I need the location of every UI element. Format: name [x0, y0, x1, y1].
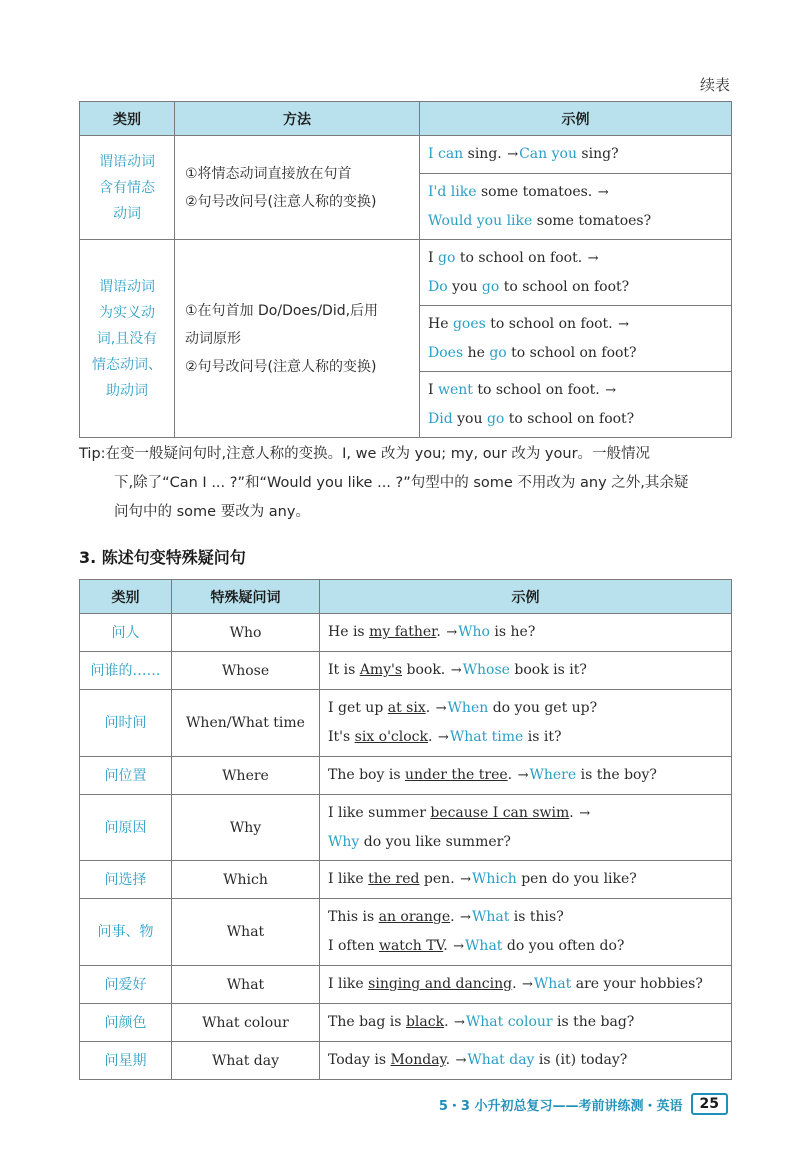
text-segment: some tomatoes. — [476, 184, 597, 200]
method-line: ②句号改问号(注意人称的变换) — [185, 193, 377, 210]
table-row — [80, 795, 732, 861]
arrow-icon: → — [435, 701, 447, 716]
example-cell — [320, 1042, 732, 1080]
text-segment: . — [507, 767, 517, 783]
question-word-cell: What — [172, 899, 320, 966]
example-cell — [420, 174, 732, 240]
text-segment: . — [450, 909, 460, 925]
category-cell: 问人 — [80, 614, 172, 652]
text-segment: I like — [328, 871, 369, 887]
table-row — [80, 1004, 732, 1042]
page-footer — [439, 1093, 728, 1115]
category-line: 助动词 — [106, 382, 148, 399]
example-line — [428, 244, 723, 273]
tip-line: 下,除了“Can I ... ?”和“Would you like ... ?”句型中的 some 不用改为 any 之外,其余疑 — [114, 475, 689, 491]
table-row — [80, 966, 732, 1004]
example-line — [328, 903, 723, 932]
text-segment: . — [512, 976, 522, 992]
text-segment: I get up — [328, 700, 388, 716]
text-segment: It is — [328, 662, 360, 678]
highlight-segment: What — [533, 976, 572, 992]
question-word-cell: Whose — [172, 652, 320, 690]
example-cell — [320, 757, 732, 795]
highlight-segment: go — [489, 345, 507, 361]
category-line: 谓语动词 — [99, 153, 155, 170]
arrow-icon: → — [450, 663, 462, 678]
text-segment: sing? — [576, 146, 619, 162]
arrow-icon: → — [460, 872, 472, 887]
arrow-icon: → — [507, 147, 519, 162]
example-cell — [420, 372, 732, 438]
arrow-icon: → — [455, 1053, 467, 1068]
underlined-segment: because I can swim — [430, 805, 570, 821]
example-line — [328, 656, 723, 685]
example-cell — [320, 614, 732, 652]
highlight-segment: Why — [328, 834, 360, 850]
text-segment: is the bag? — [552, 1014, 635, 1030]
text-segment: I — [428, 250, 438, 266]
question-word-cell: Who — [172, 614, 320, 652]
example-cell — [320, 1004, 732, 1042]
example-cell — [320, 652, 732, 690]
example-line — [328, 799, 723, 828]
text-segment: Today is — [328, 1052, 391, 1068]
text-segment: to school on foot? — [499, 279, 630, 295]
text-segment: The bag is — [328, 1014, 406, 1030]
arrow-icon: → — [597, 185, 609, 200]
highlight-segment: Do — [428, 279, 448, 295]
underlined-segment: singing and dancing — [368, 976, 513, 992]
text-segment: is (it) today? — [534, 1052, 628, 1068]
text-segment: to school on foot. — [472, 382, 605, 398]
example-line — [328, 761, 723, 790]
arrow-icon: → — [579, 806, 591, 821]
table-row — [80, 757, 732, 795]
footer-title: 5・3 小升初总复习——考前讲练测・英语 — [438, 1098, 683, 1114]
example-line — [328, 1046, 723, 1075]
text-segment: do you get up? — [488, 700, 598, 716]
highlight-segment: goes — [452, 316, 486, 332]
text-segment: . — [428, 729, 437, 745]
method-line: ②句号改问号(注意人称的变换) — [185, 358, 377, 375]
category-cell: 问原因 — [80, 795, 172, 861]
arrow-icon: → — [618, 317, 629, 332]
underlined-segment: the red — [368, 871, 420, 887]
header-example: 示例 — [420, 102, 732, 136]
text-segment: . — [444, 1014, 453, 1030]
example-line — [428, 310, 723, 339]
category-line: 含有情态 — [99, 179, 155, 196]
table-header-row — [80, 102, 732, 136]
highlight-segment: What time — [449, 729, 524, 745]
header-method: 方法 — [175, 102, 420, 136]
highlight-segment: What — [471, 909, 510, 925]
text-segment: I like — [328, 976, 369, 992]
table-row — [80, 1042, 732, 1080]
highlight-segment: Where — [529, 767, 577, 783]
example-cell — [320, 795, 732, 861]
example-line — [428, 207, 723, 235]
example-line — [428, 140, 723, 169]
highlight-segment: What day — [467, 1052, 535, 1068]
text-segment: you — [452, 411, 487, 427]
question-word-cell: Which — [172, 861, 320, 899]
underlined-segment: under the tree — [404, 767, 508, 783]
arrow-icon: → — [517, 768, 529, 783]
table-header-row — [80, 580, 732, 614]
example-line — [328, 618, 723, 647]
underlined-segment: at six — [387, 700, 426, 716]
highlight-segment: go — [481, 279, 500, 295]
category-cell: 问时间 — [80, 690, 172, 757]
category-line: 谓语动词 — [99, 278, 155, 295]
example-line — [428, 339, 723, 367]
example-line — [428, 376, 723, 405]
text-segment: do you often do? — [502, 938, 625, 954]
underlined-segment: six o'clock — [354, 729, 428, 745]
text-segment: I often — [328, 938, 379, 954]
example-cell — [320, 966, 732, 1004]
text-segment: . — [443, 938, 453, 954]
highlight-segment: Did — [428, 411, 453, 427]
method-line: ①将情态动词直接放在句首 — [185, 165, 352, 182]
example-line — [328, 970, 723, 999]
example-line — [428, 405, 723, 433]
underlined-segment: Monday — [390, 1052, 446, 1068]
tip-note — [79, 440, 733, 527]
example-line — [328, 865, 723, 894]
highlight-segment: Which — [472, 871, 517, 887]
arrow-icon: → — [437, 730, 449, 745]
text-segment: to school on foot. — [485, 316, 618, 332]
table-row — [80, 240, 732, 306]
example-line — [328, 932, 723, 961]
text-segment: is this? — [509, 909, 564, 925]
example-line — [328, 1008, 723, 1037]
text-segment: is the boy? — [576, 767, 657, 783]
example-cell — [320, 899, 732, 966]
text-segment: is he? — [489, 624, 536, 640]
highlight-segment: I'd like — [428, 184, 477, 200]
underlined-segment: Amy's — [359, 662, 403, 678]
highlight-segment: Does — [428, 345, 464, 361]
example-line — [428, 273, 723, 301]
continued-label: 续表 — [699, 76, 730, 94]
text-segment: I — [428, 382, 438, 398]
category-line: 动词 — [113, 205, 141, 222]
method-line: ①在句首加 Do/Does/Did,后用 — [185, 302, 379, 319]
text-segment: pen do you like? — [516, 871, 637, 887]
highlight-segment: Who — [458, 624, 490, 640]
highlight-segment: Would you like — [428, 213, 533, 229]
highlight-segment: went — [437, 382, 473, 398]
highlight-segment: What — [465, 938, 503, 954]
header-question-word: 特殊疑问词 — [172, 580, 320, 614]
text-segment: to school on foot? — [506, 345, 637, 361]
arrow-icon: → — [587, 251, 599, 266]
category-cell: 问星期 — [80, 1042, 172, 1080]
table-row — [80, 652, 732, 690]
category-cell: 问谁的…… — [80, 652, 172, 690]
table-row — [80, 899, 732, 966]
text-segment: you — [447, 279, 482, 295]
question-conversion-table — [79, 101, 732, 438]
text-segment: to school on foot? — [504, 411, 635, 427]
example-line — [428, 178, 723, 207]
example-line — [328, 694, 723, 723]
arrow-icon: → — [446, 625, 458, 640]
underlined-segment: watch TV — [378, 938, 444, 954]
category-cell — [80, 136, 175, 240]
arrow-icon: → — [460, 910, 471, 925]
underlined-segment: black — [405, 1014, 445, 1030]
text-segment: book is it? — [509, 662, 587, 678]
table-row — [80, 861, 732, 899]
example-cell — [320, 690, 732, 757]
section-title: 3. 陈述句变特殊疑问句 — [79, 548, 246, 567]
category-line: 情态动词、 — [92, 356, 162, 373]
method-cell — [175, 240, 420, 438]
arrow-icon: → — [522, 977, 533, 992]
example-cell — [320, 861, 732, 899]
highlight-segment: Can you — [519, 146, 577, 162]
text-segment: I like summer — [328, 805, 431, 821]
wh-question-table — [79, 579, 732, 1080]
text-segment: The boy is — [328, 767, 405, 783]
text-segment: This is — [328, 909, 379, 925]
tip-line: Tip:在变一般疑问句时,注意人称的变换。I, we 改为 you; my, our 改为 your。一般情况 — [79, 446, 651, 462]
table-row — [80, 690, 732, 757]
example-line — [328, 723, 723, 752]
question-word-cell: What day — [172, 1042, 320, 1080]
header-category: 类别 — [80, 102, 175, 136]
text-segment: . — [425, 700, 435, 716]
question-word-cell: When/What time — [172, 690, 320, 757]
text-segment: are your hobbies? — [571, 976, 703, 992]
method-cell — [175, 136, 420, 240]
text-segment: he — [463, 345, 490, 361]
question-word-cell: Where — [172, 757, 320, 795]
arrow-icon: → — [453, 1015, 465, 1030]
text-segment: It's — [328, 729, 355, 745]
underlined-segment: my father — [369, 624, 437, 640]
category-cell: 问事、物 — [80, 899, 172, 966]
table-row — [80, 136, 732, 174]
category-line: 词,且没有 — [96, 330, 158, 347]
highlight-segment: go — [437, 250, 456, 266]
underlined-segment: an orange — [378, 909, 451, 925]
category-cell — [80, 240, 175, 438]
highlight-segment: Whose — [462, 662, 510, 678]
example-cell — [420, 306, 732, 372]
question-word-cell: What colour — [172, 1004, 320, 1042]
text-segment: some tomatoes? — [532, 213, 652, 229]
category-cell: 问选择 — [80, 861, 172, 899]
text-segment: . — [445, 1052, 455, 1068]
highlight-segment: I can — [428, 146, 464, 162]
text-segment: pen. — [419, 871, 460, 887]
example-line — [328, 828, 723, 856]
highlight-segment: What colour — [465, 1014, 553, 1030]
text-segment: is it? — [523, 729, 562, 745]
header-example: 示例 — [320, 580, 732, 614]
tip-line: 问句中的 some 要改为 any。 — [114, 504, 310, 520]
category-cell: 问爱好 — [80, 966, 172, 1004]
highlight-segment: When — [447, 700, 489, 716]
text-segment: do you like summer? — [359, 834, 511, 850]
text-segment: He is — [328, 624, 370, 640]
category-line: 为实义动 — [99, 304, 155, 321]
example-cell — [420, 240, 732, 306]
arrow-icon: → — [605, 383, 617, 398]
category-cell: 问颜色 — [80, 1004, 172, 1042]
text-segment: . — [436, 624, 446, 640]
header-category: 类别 — [80, 580, 172, 614]
highlight-segment: go — [486, 411, 505, 427]
page-number: 25 — [691, 1093, 728, 1115]
text-segment: to school on foot. — [455, 250, 587, 266]
question-word-cell: Why — [172, 795, 320, 861]
text-segment: He — [428, 316, 453, 332]
text-segment: book. — [402, 662, 450, 678]
text-segment: sing. — [463, 146, 507, 162]
example-cell — [420, 136, 732, 174]
question-word-cell: What — [172, 966, 320, 1004]
method-line: 动词原形 — [185, 330, 241, 347]
arrow-icon: → — [453, 939, 465, 954]
text-segment: . — [569, 805, 579, 821]
table-row — [80, 614, 732, 652]
category-cell: 问位置 — [80, 757, 172, 795]
